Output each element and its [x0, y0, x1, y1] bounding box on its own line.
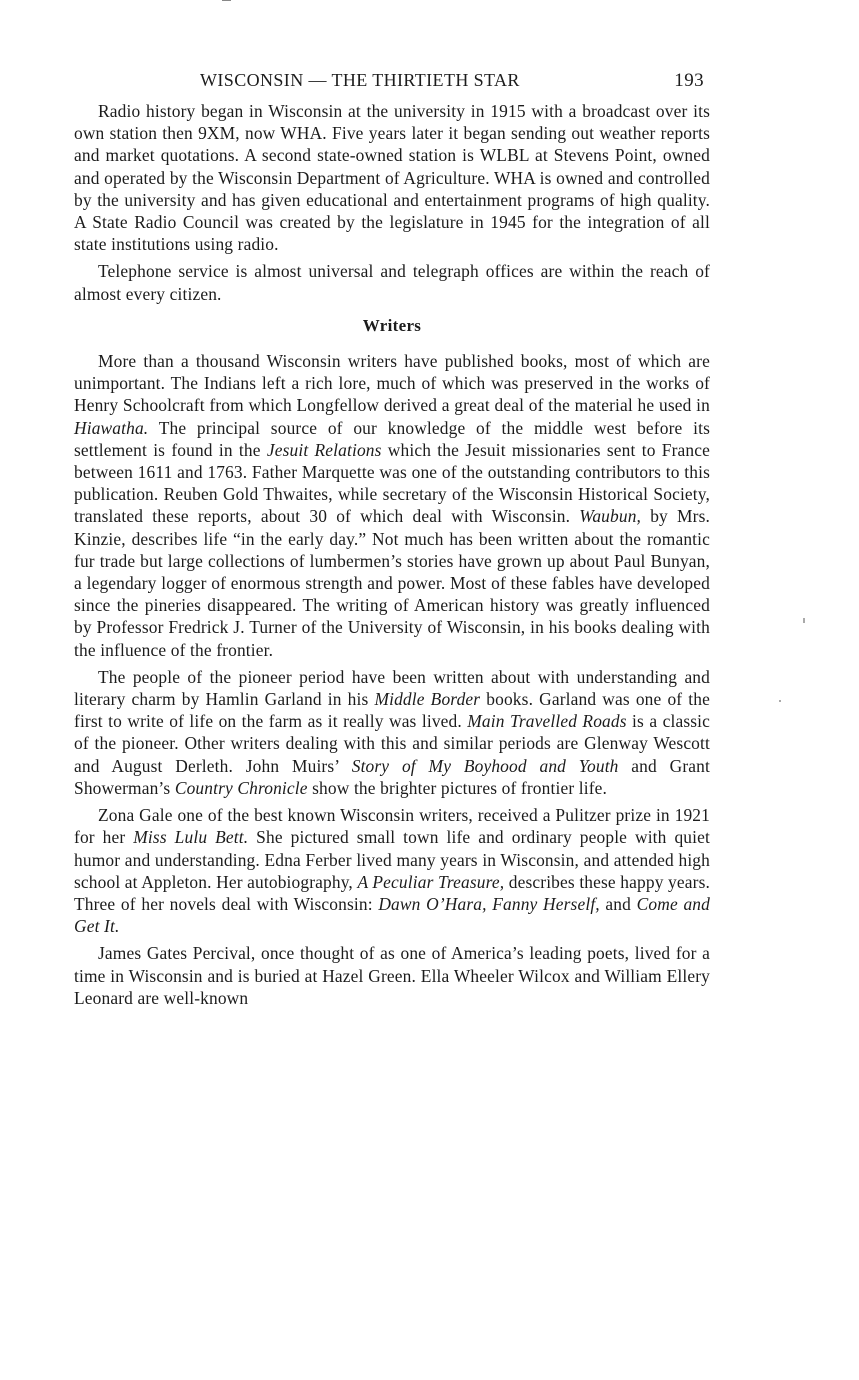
- text-run: show the brighter pictures of frontier life.: [307, 777, 608, 798]
- text-run: describes these happy years. Three of her novels deal with Wisconsin:: [74, 871, 710, 914]
- paragraph-percival: James Gates Percival, once thought of as one of America’s leading poets, lived for a time in Wisconsin and is buried at Hazel Green. Ella Wheeler Wilcox and William Ellery Leonard are well-known: [74, 943, 710, 1008]
- scan-speck: [803, 618, 805, 623]
- text-run: and: [599, 893, 637, 914]
- running-head: [74, 66, 710, 100]
- book-title: Dawn O’Hara, Fanny Herself,: [378, 893, 600, 914]
- text-run: More than a thousand Wisconsin writers have published books, most of which are unimportant. The Indians left a rich lore, much of which was preserved in the works of Henry Schoolcraft from which Longfellow derived a great deal of the material he used in: [74, 351, 710, 416]
- text-run: books. Garland was one of the first to write of life on the farm as it really was lived.: [74, 689, 710, 732]
- text-run: and Grant Showerman’s: [74, 755, 710, 798]
- book-title: Waubun,: [579, 506, 642, 527]
- book-title: Middle Border: [374, 689, 481, 710]
- text-run: Zona Gale one of the best known Wisconsin writers, received a Pulitzer prize in 1921 for her: [74, 805, 710, 848]
- text-run: is a classic of the pioneer. Other writers dealing with this and similar periods are Glenway Wescott and August Derleth. John Muirs’: [74, 711, 711, 776]
- section-heading-writers: Writers: [362, 315, 422, 335]
- running-head-title: WISCONSIN — THE THIRTIETH STAR: [200, 70, 520, 90]
- paragraph-pioneer-writers: [74, 666, 710, 799]
- book-page: [74, 66, 710, 1014]
- scan-speck: [779, 700, 781, 702]
- text-run: She pictured small town life and ordinary people with quiet humor and understanding. Edna Ferber lived many years in Wisconsin, and attended high school at Appleton. Her autobiography,: [74, 827, 710, 892]
- body-text: [74, 100, 710, 1009]
- text-run: The principal source of our knowledge of the middle west before its settlement is found in the: [74, 417, 710, 460]
- book-title: Story of My Boyhood and Youth: [351, 755, 619, 776]
- page-number: 193: [674, 70, 704, 91]
- paragraph-telephone: Telephone service is almost universal and telegraph offices are within the reach of almost every citizen.: [74, 261, 710, 304]
- text-run: The people of the pioneer period have been written about with understanding and literary charm by Hamlin Garland in his: [74, 666, 710, 710]
- book-title: Country Chronicle: [174, 777, 308, 798]
- book-title: A Peculiar Treasure,: [357, 871, 505, 892]
- text-run: by Mrs. Kinzie, describes life “in the early day.” Not much has been written about the romantic fur trade but large collections of lumbermen’s stories have grown up about Paul Bunyan, a legendary logger of enormous strength and power. Most of these fables have developed since the pineries disappeared. The writing of American history was greatly influenced by Professor Fredrick J. Turner of the University of Wisconsin, in his books dealing with the influence of the frontier.: [74, 506, 710, 660]
- book-title: Hiawatha.: [74, 417, 149, 438]
- book-title: Main Travelled Roads: [467, 711, 627, 732]
- scan-mark: [222, 0, 231, 1]
- book-title: Miss Lulu Bett.: [133, 827, 249, 848]
- book-title: Jesuit Relations: [266, 439, 382, 460]
- paragraph-radio-history: Radio history began in Wisconsin at the university in 1915 with a broadcast over its own station then 9XM, now WHA. Five years later it began sending out weather reports and market quotations. A second state-owned station is WLBL at Stevens Point, owned and operated by the Wisconsin Department of Agriculture. WHA is owned and controlled by the university and has given educational and entertainment programs of high quality. A State Radio Council was created by the legislature in 1945 for the integration of all state institutions using radio.: [74, 101, 710, 255]
- text-run: which the Jesuit missionaries sent to France between 1611 and 1763. Father Marquette was one of the outstanding contributors to this publication. Reuben Gold Thwaites, while secretary of the Wisconsin Historical Society, translated these reports, about 30 of which deal with Wisconsin.: [74, 439, 710, 527]
- book-title: Come and Get It.: [74, 893, 710, 937]
- paragraph-zona-gale: [74, 804, 710, 937]
- paragraph-writers-overview: [74, 350, 710, 661]
